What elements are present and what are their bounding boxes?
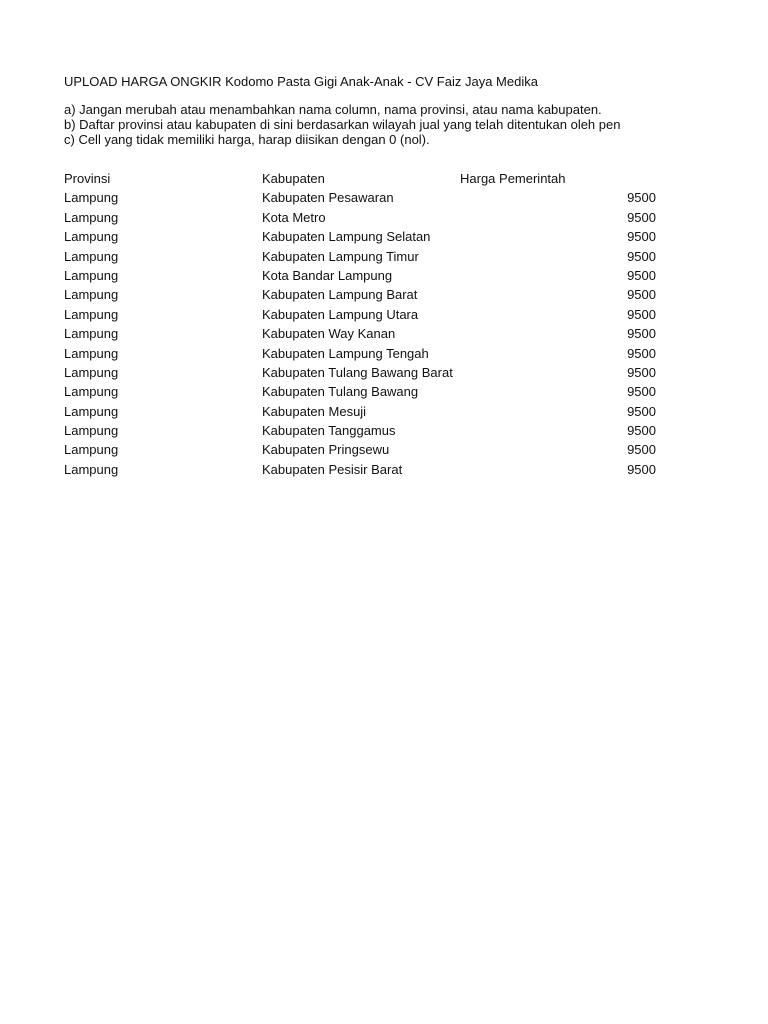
cell-harga: 9500: [627, 403, 656, 419]
cell-kabupaten: Kabupaten Pesawaran: [262, 190, 394, 206]
cell-kabupaten: Kabupaten Tanggamus: [262, 423, 396, 439]
header-kabupaten: Kabupaten: [262, 171, 325, 186]
cell-kabupaten: Kabupaten Lampung Timur: [262, 248, 419, 264]
table-row: [64, 266, 656, 285]
cell-harga: 9500: [627, 306, 656, 322]
table-row: [64, 227, 656, 246]
cell-kabupaten: Kabupaten Tulang Bawang: [262, 384, 419, 400]
cell-provinsi: Lampung: [64, 442, 119, 458]
cell-kabupaten: Kabupaten Pringsewu: [262, 442, 390, 458]
cell-harga: 9500: [627, 209, 656, 225]
cell-provinsi: Lampung: [64, 326, 119, 342]
cell-provinsi: Lampung: [64, 364, 119, 380]
cell-provinsi: Lampung: [64, 248, 119, 264]
cell-harga: 9500: [627, 423, 656, 439]
cell-kabupaten: Kabupaten Lampung Utara: [262, 306, 419, 322]
cell-harga: 9500: [627, 345, 656, 361]
cell-harga: 9500: [627, 442, 656, 458]
cell-harga: 9500: [627, 364, 656, 380]
instruction-a: a) Jangan merubah atau menambahkan nama column, nama provinsi, atau nama kabupaten.: [64, 102, 602, 117]
table-row: [64, 382, 656, 401]
cell-harga: 9500: [627, 229, 656, 245]
cell-kabupaten: Kabupaten Way Kanan: [262, 326, 396, 342]
cell-harga: 9500: [627, 461, 656, 477]
cell-kabupaten: Kabupaten Lampung Tengah: [262, 345, 429, 361]
header-provinsi: Provinsi: [64, 171, 111, 186]
cell-provinsi: Lampung: [64, 384, 119, 400]
cell-provinsi: Lampung: [64, 209, 119, 225]
table-row: [64, 460, 656, 479]
cell-harga: 9500: [627, 384, 656, 400]
cell-provinsi: Lampung: [64, 423, 119, 439]
cell-kabupaten: Kabupaten Lampung Barat: [262, 287, 418, 303]
cell-provinsi: Lampung: [64, 229, 119, 245]
table-row: [64, 188, 656, 207]
cell-provinsi: Lampung: [64, 267, 119, 283]
price-table: [64, 169, 656, 479]
table-row: [64, 421, 656, 440]
table-row: [64, 402, 656, 421]
cell-kabupaten: Kabupaten Mesuji: [262, 403, 367, 419]
spreadsheet-page: [64, 72, 704, 479]
cell-kabupaten: Kabupaten Pesisir Barat: [262, 461, 403, 477]
cell-kabupaten: Kabupaten Lampung Selatan: [262, 229, 431, 245]
cell-harga: 9500: [627, 287, 656, 303]
cell-provinsi: Lampung: [64, 403, 119, 419]
table-row: [64, 247, 656, 266]
instruction-c: c) Cell yang tidak memiliki harga, harap diisikan dengan 0 (nol).: [64, 132, 430, 147]
table-row: [64, 363, 656, 382]
cell-harga: 9500: [627, 190, 656, 206]
cell-provinsi: Lampung: [64, 287, 119, 303]
cell-provinsi: Lampung: [64, 345, 119, 361]
table-row: [64, 440, 656, 459]
cell-harga: 9500: [627, 326, 656, 342]
cell-kabupaten: Kota Metro: [262, 209, 326, 225]
page-title: UPLOAD HARGA ONGKIR Kodomo Pasta Gigi Anak-Anak - CV Faiz Jaya Medika: [64, 74, 538, 89]
cell-kabupaten: Kabupaten Tulang Bawang Barat: [262, 364, 453, 380]
cell-harga: 9500: [627, 267, 656, 283]
cell-harga: 9500: [627, 248, 656, 264]
cell-provinsi: Lampung: [64, 190, 119, 206]
table-row: [64, 285, 656, 304]
table-row: [64, 344, 656, 363]
instruction-b: b) Daftar provinsi atau kabupaten di sini berdasarkan wilayah jual yang telah ditentukan oleh pen: [64, 117, 621, 132]
table-header-row: [64, 169, 656, 188]
instructions: [64, 102, 704, 147]
header-harga: Harga Pemerintah: [460, 171, 566, 186]
cell-provinsi: Lampung: [64, 461, 119, 477]
table-row: [64, 324, 656, 343]
cell-kabupaten: Kota Bandar Lampung: [262, 267, 393, 283]
table-row: [64, 208, 656, 227]
table-row: [64, 305, 656, 324]
cell-provinsi: Lampung: [64, 306, 119, 322]
